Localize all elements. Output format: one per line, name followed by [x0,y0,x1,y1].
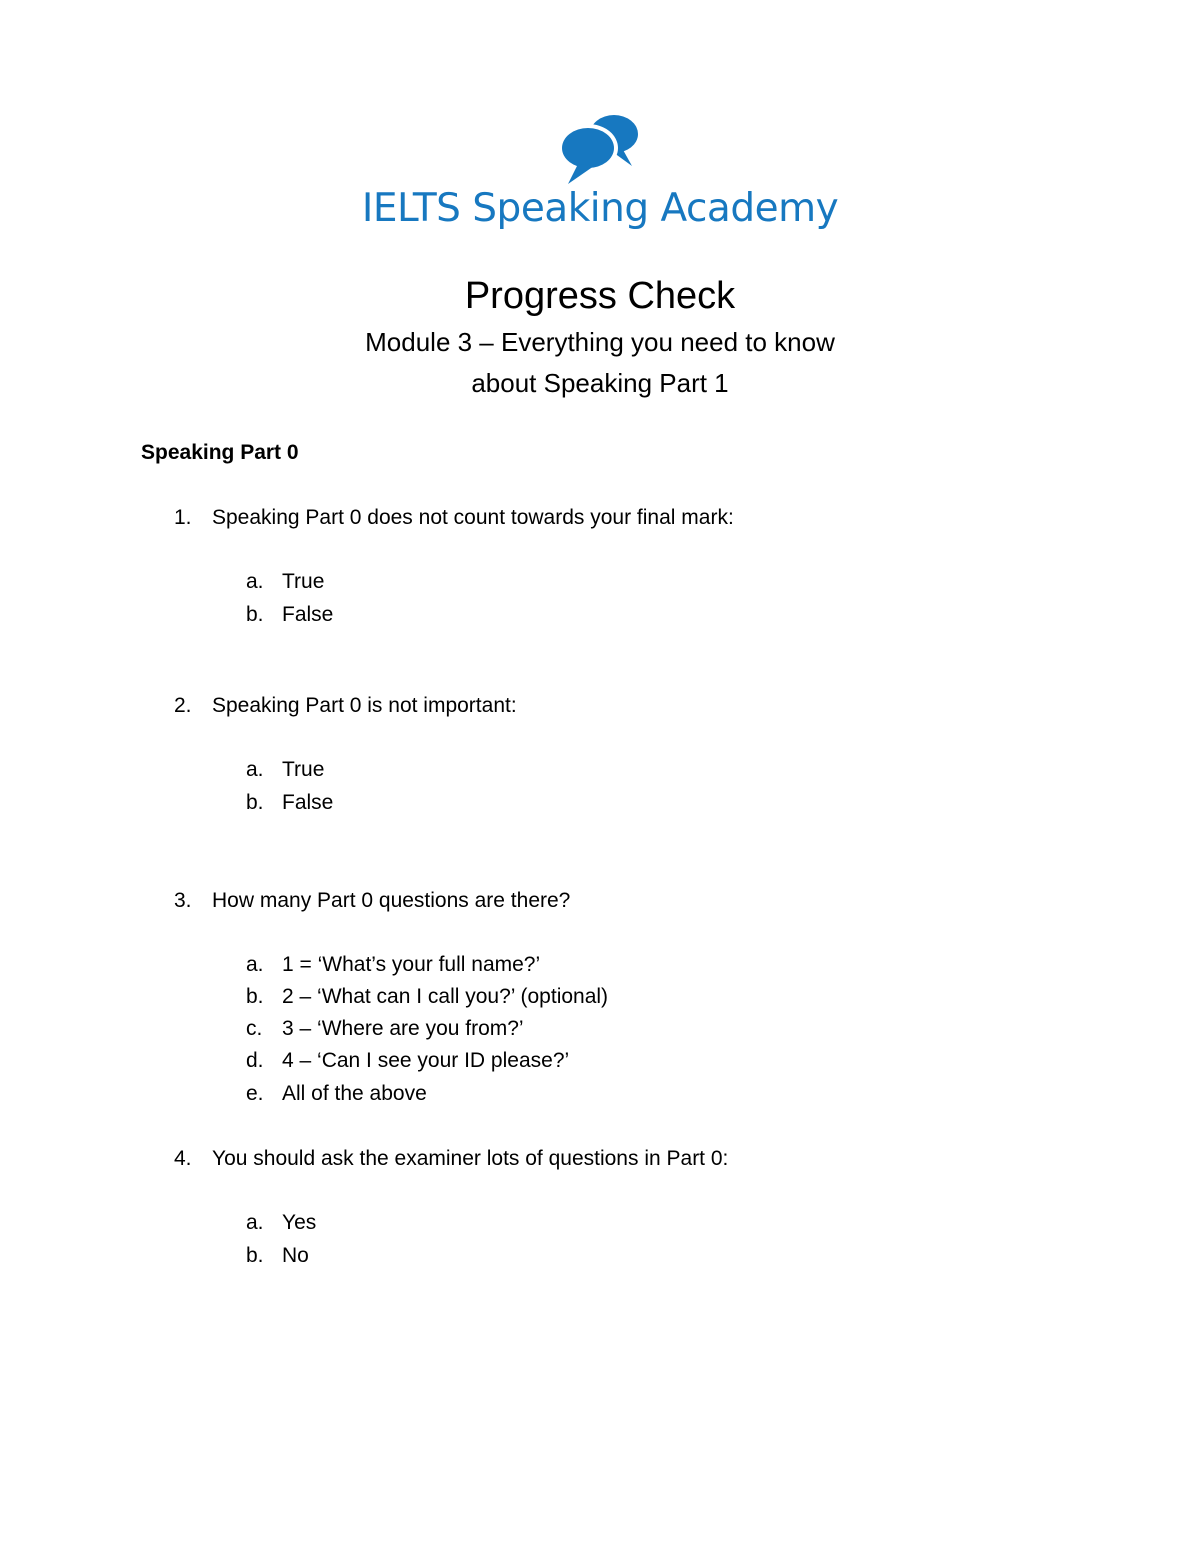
question-text: How many Part 0 questions are there? [212,889,571,912]
question-text: You should ask the examiner lots of questions in Part 0: [212,1147,729,1170]
option-letter: d. [246,1049,264,1072]
option-text: False [282,791,334,814]
question-number: 2. [174,694,192,717]
option-letter: b. [246,1244,264,1267]
option-letter: b. [246,603,264,626]
question-number: 3. [174,889,192,912]
option-letter: c. [246,1017,263,1040]
question-number: 1. [174,506,192,529]
option-text: True [282,758,325,781]
logo-text: IELTS Speaking Academy [361,186,839,231]
option-text: No [282,1244,309,1267]
option-text: 4 – ‘Can I see your ID please?’ [282,1049,570,1072]
page-title: Progress Check [464,275,736,317]
speech-bubbles-icon [556,108,644,188]
option-text: All of the above [282,1082,427,1105]
page-subtitle-line-2: about Speaking Part 1 [471,368,729,398]
option-letter: a. [246,953,264,976]
question-text: Speaking Part 0 does not count towards your final mark: [212,506,734,529]
option-text: True [282,570,325,593]
page-subtitle-line-1: Module 3 – Everything you need to know [365,327,835,357]
option-letter: b. [246,791,264,814]
question-text: Speaking Part 0 is not important: [212,694,517,717]
option-text: 3 – ‘Where are you from?’ [282,1017,524,1040]
option-letter: e. [246,1082,264,1105]
option-text: 1 = ‘What’s your full name?’ [282,953,541,976]
option-letter: a. [246,1211,264,1234]
option-letter: a. [246,570,264,593]
option-text: Yes [282,1211,317,1234]
section-heading: Speaking Part 0 [141,441,299,464]
option-text: 2 – ‘What can I call you?’ (optional) [282,985,609,1008]
option-letter: a. [246,758,264,781]
option-text: False [282,603,334,626]
option-letter: b. [246,985,264,1008]
question-number: 4. [174,1147,192,1170]
